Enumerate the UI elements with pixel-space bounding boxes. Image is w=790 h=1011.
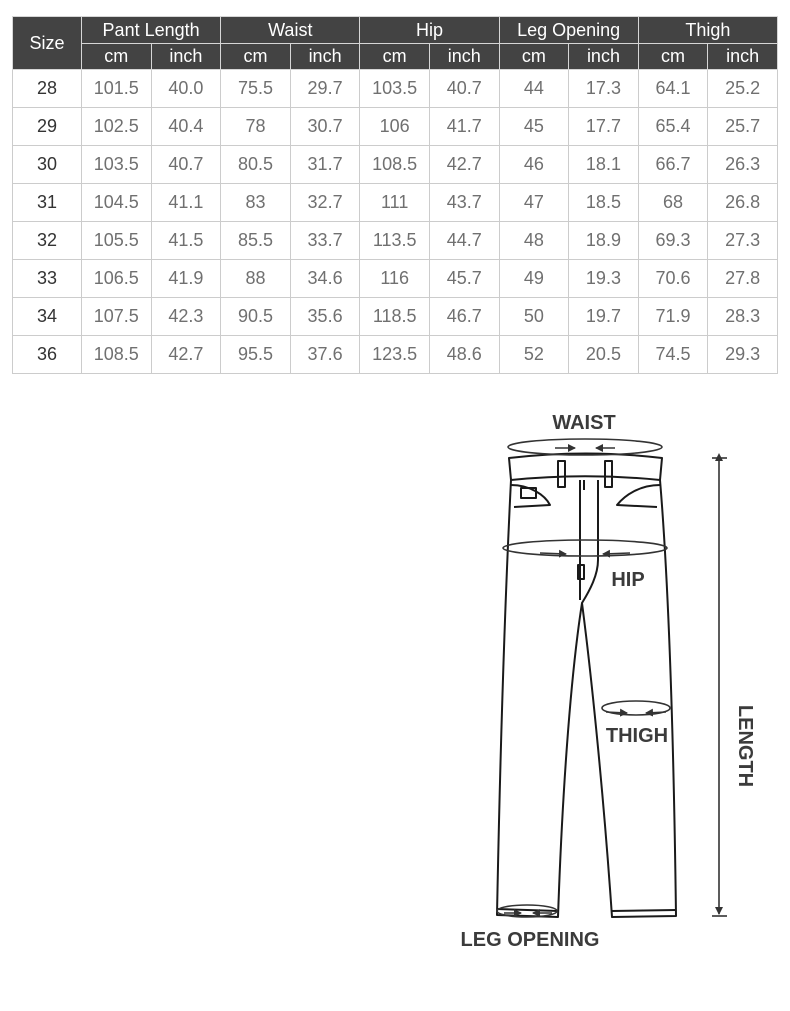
measurement-cell: 31.7 [290, 146, 360, 184]
measurement-cell: 30.7 [290, 108, 360, 146]
unit-header-inch: inch [708, 44, 778, 70]
unit-header-inch: inch [429, 44, 499, 70]
measurement-cell: 27.3 [708, 222, 778, 260]
measurement-cell: 113.5 [360, 222, 430, 260]
measurement-cell: 118.5 [360, 298, 430, 336]
measurement-cell: 80.5 [221, 146, 291, 184]
group-header-hip: Hip [360, 17, 499, 44]
measurement-cell: 19.3 [569, 260, 639, 298]
measurement-cell: 83 [221, 184, 291, 222]
measurement-cell: 20.5 [569, 336, 639, 374]
size-cell: 28 [13, 70, 82, 108]
measurement-cell: 46.7 [429, 298, 499, 336]
waist-label: WAIST [552, 412, 616, 434]
size-cell: 36 [13, 336, 82, 374]
measurement-cell: 29.7 [290, 70, 360, 108]
measurement-cell: 42.7 [151, 336, 221, 374]
measurement-cell: 66.7 [638, 146, 708, 184]
measurement-cell: 78 [221, 108, 291, 146]
measurement-cell: 64.1 [638, 70, 708, 108]
measurement-cell: 104.5 [82, 184, 152, 222]
unit-header-cm: cm [82, 44, 152, 70]
measurement-cell: 108.5 [82, 336, 152, 374]
measurement-cell: 95.5 [221, 336, 291, 374]
hip-label: HIP [611, 569, 645, 591]
measurement-cell: 70.6 [638, 260, 708, 298]
measurement-cell: 106.5 [82, 260, 152, 298]
measurement-cell: 45 [499, 108, 569, 146]
measurement-cell: 34.6 [290, 260, 360, 298]
measurement-cell: 69.3 [638, 222, 708, 260]
measurement-cell: 43.7 [429, 184, 499, 222]
measurement-cell: 101.5 [82, 70, 152, 108]
measurement-cell: 27.8 [708, 260, 778, 298]
size-cell: 32 [13, 222, 82, 260]
leg-opening-label: LEG OPENING [460, 929, 600, 951]
measurement-cell: 40.4 [151, 108, 221, 146]
unit-header-inch: inch [290, 44, 360, 70]
unit-header-cm: cm [499, 44, 569, 70]
measurement-cell: 45.7 [429, 260, 499, 298]
measurement-cell: 44.7 [429, 222, 499, 260]
unit-header-cm: cm [360, 44, 430, 70]
measurement-cell: 48.6 [429, 336, 499, 374]
measurement-cell: 18.1 [569, 146, 639, 184]
measurement-cell: 107.5 [82, 298, 152, 336]
measurement-cell: 40.7 [429, 70, 499, 108]
measurement-cell: 106 [360, 108, 430, 146]
measurement-cell: 123.5 [360, 336, 430, 374]
length-label: LENGTH [734, 704, 756, 788]
measurement-cell: 25.7 [708, 108, 778, 146]
size-header: Size [13, 17, 82, 70]
unit-header-cm: cm [638, 44, 708, 70]
measurement-cell: 49 [499, 260, 569, 298]
size-cell: 34 [13, 298, 82, 336]
measurement-cell: 65.4 [638, 108, 708, 146]
measurement-cell: 28.3 [708, 298, 778, 336]
measurement-cell: 25.2 [708, 70, 778, 108]
measurement-cell: 37.6 [290, 336, 360, 374]
measurement-cell: 32.7 [290, 184, 360, 222]
length-measure [712, 458, 727, 916]
measurement-cell: 29.3 [708, 336, 778, 374]
measurement-cell: 18.9 [569, 222, 639, 260]
measurement-cell: 46 [499, 146, 569, 184]
measurement-cell: 108.5 [360, 146, 430, 184]
measurement-cell: 35.6 [290, 298, 360, 336]
size-cell: 29 [13, 108, 82, 146]
measurement-cell: 33.7 [290, 222, 360, 260]
measurement-cell: 105.5 [82, 222, 152, 260]
measurement-cell: 116 [360, 260, 430, 298]
group-header-waist: Waist [221, 17, 360, 44]
measurement-cell: 71.9 [638, 298, 708, 336]
measurement-cell: 41.1 [151, 184, 221, 222]
measurement-cell: 50 [499, 298, 569, 336]
measurement-cell: 75.5 [221, 70, 291, 108]
measurement-cell: 102.5 [82, 108, 152, 146]
measurement-cell: 26.8 [708, 184, 778, 222]
measurement-cell: 42.3 [151, 298, 221, 336]
thigh-measure [602, 701, 670, 715]
measurement-cell: 41.9 [151, 260, 221, 298]
group-header-leg-opening: Leg Opening [499, 17, 638, 44]
pants-outline [497, 454, 676, 918]
measurement-cell: 41.5 [151, 222, 221, 260]
unit-header-cm: cm [221, 44, 291, 70]
measurement-cell: 111 [360, 184, 430, 222]
measurement-cell: 47 [499, 184, 569, 222]
measurement-cell: 26.3 [708, 146, 778, 184]
measurement-cell: 40.7 [151, 146, 221, 184]
measurement-cell: 90.5 [221, 298, 291, 336]
measurement-cell: 103.5 [360, 70, 430, 108]
measurement-cell: 48 [499, 222, 569, 260]
measurement-cell: 85.5 [221, 222, 291, 260]
size-cell: 33 [13, 260, 82, 298]
measurement-cell: 44 [499, 70, 569, 108]
measurement-cell: 17.7 [569, 108, 639, 146]
size-cell: 31 [13, 184, 82, 222]
group-header-thigh: Thigh [638, 17, 777, 44]
measurement-cell: 68 [638, 184, 708, 222]
size-cell: 30 [13, 146, 82, 184]
hip-measure [503, 540, 667, 556]
measurement-cell: 52 [499, 336, 569, 374]
measurement-cell: 19.7 [569, 298, 639, 336]
measurement-cell: 88 [221, 260, 291, 298]
thigh-label: THIGH [605, 725, 669, 747]
measurement-cell: 17.3 [569, 70, 639, 108]
unit-header-inch: inch [151, 44, 221, 70]
measurement-cell: 103.5 [82, 146, 152, 184]
measurement-cell: 74.5 [638, 336, 708, 374]
measurement-cell: 40.0 [151, 70, 221, 108]
group-header-pant-length: Pant Length [82, 17, 221, 44]
measurement-cell: 18.5 [569, 184, 639, 222]
measurement-cell: 41.7 [429, 108, 499, 146]
unit-header-inch: inch [569, 44, 639, 70]
measurement-cell: 42.7 [429, 146, 499, 184]
